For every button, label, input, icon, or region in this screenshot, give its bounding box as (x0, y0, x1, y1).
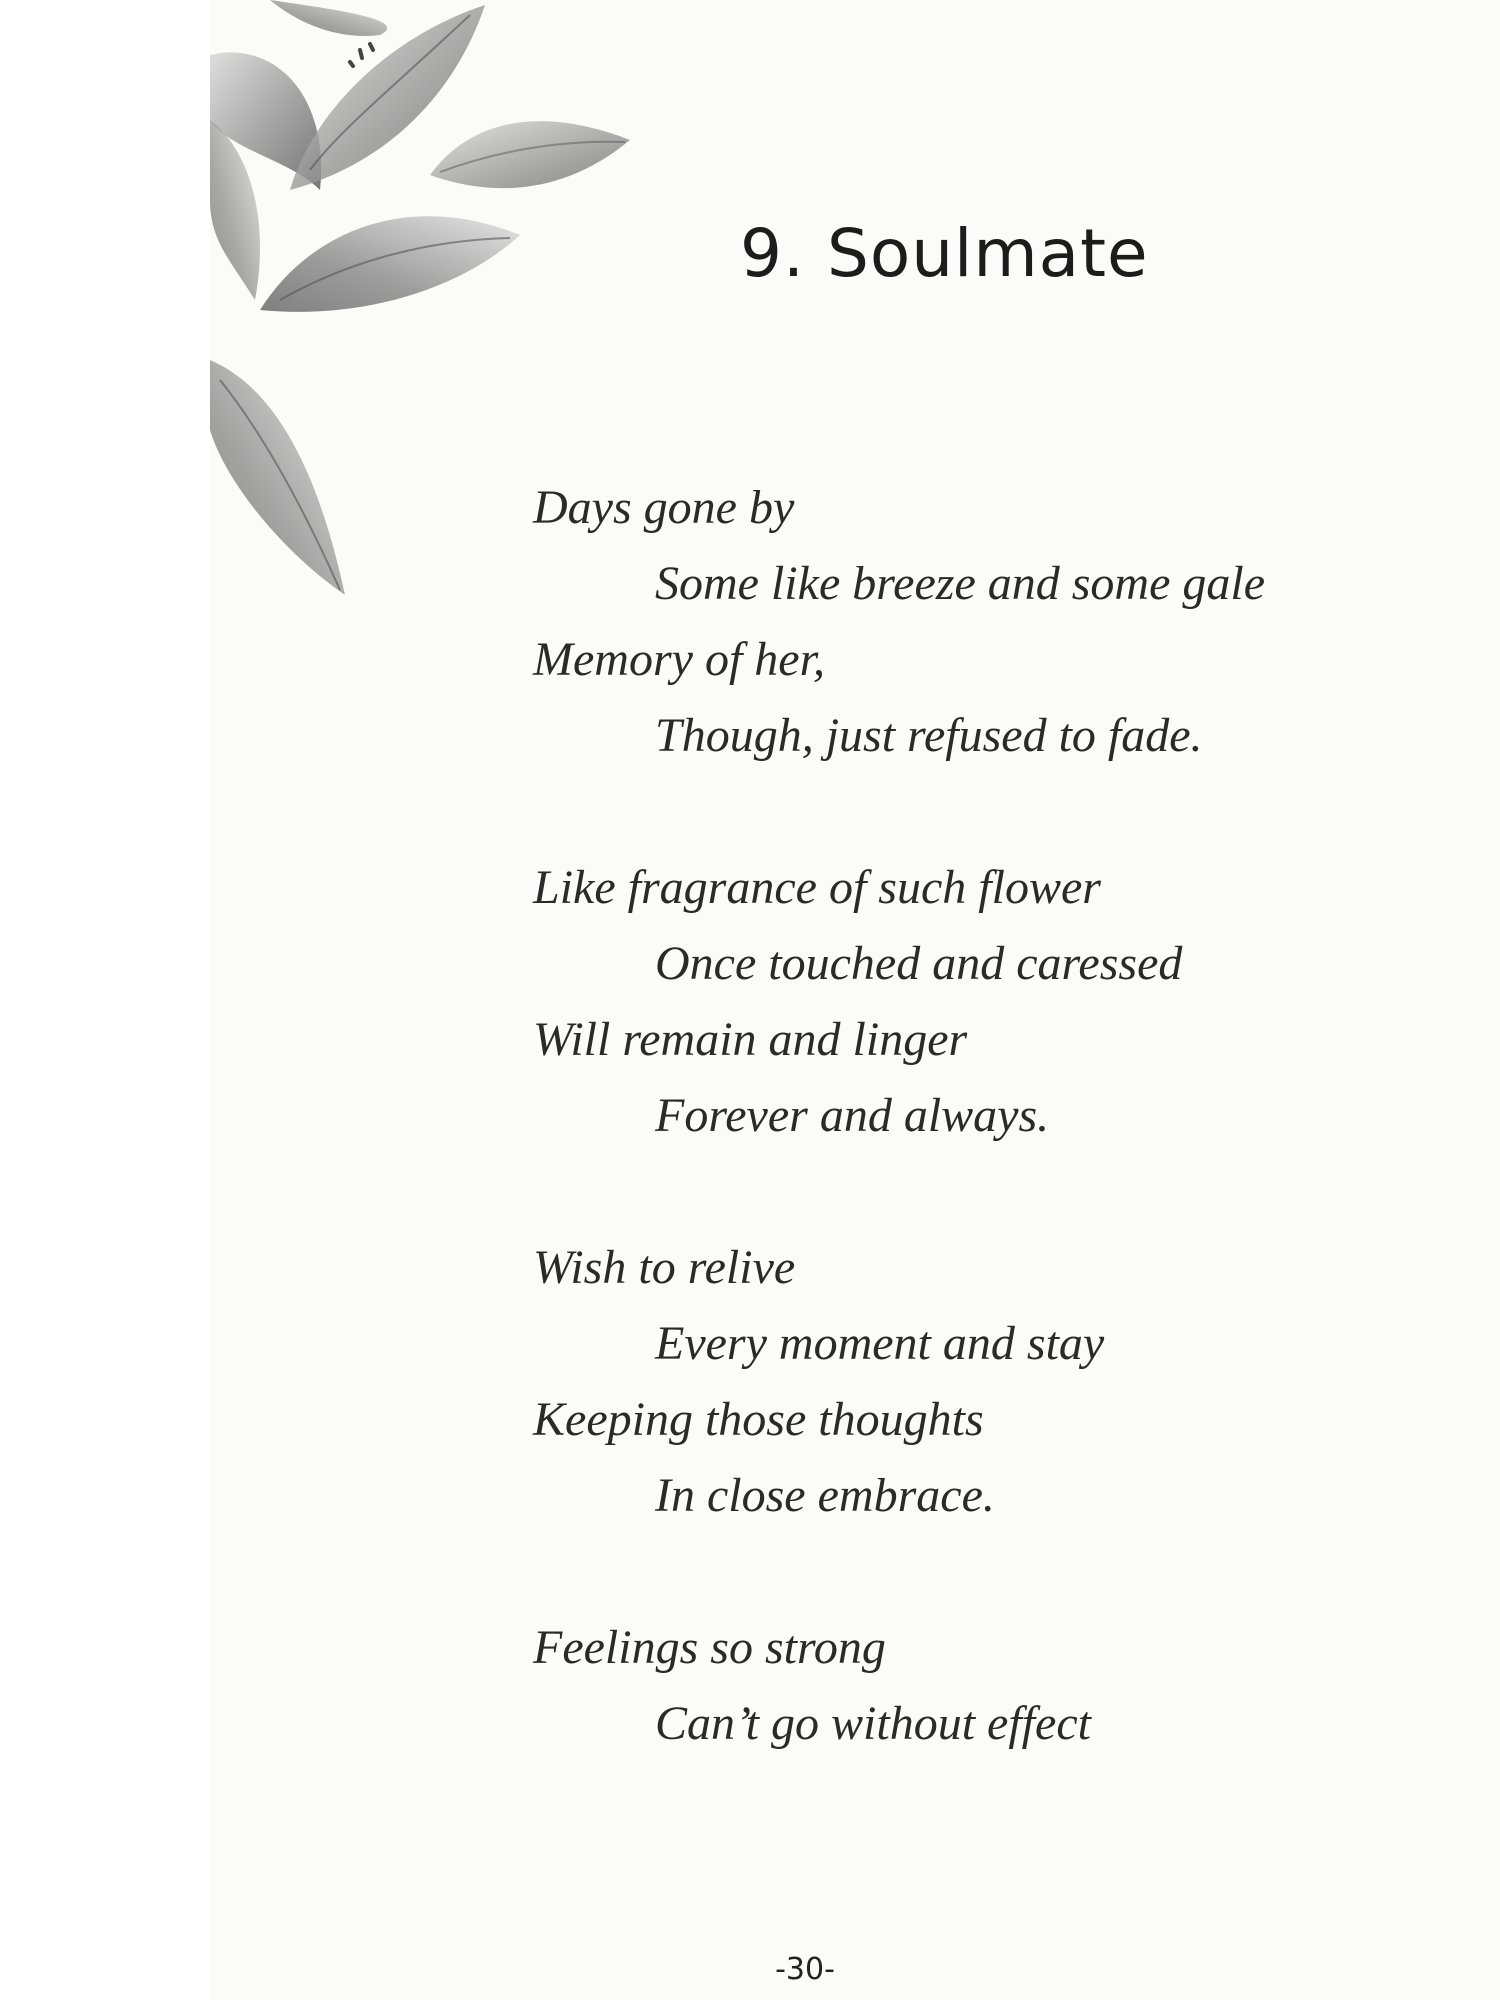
stanza (533, 1610, 1433, 1762)
poem-line: Every moment and stay (655, 1317, 1105, 1370)
page-number: -30- (775, 1952, 835, 1987)
poem-body (533, 470, 1433, 1838)
poem-line: Wish to relive (533, 1241, 796, 1294)
poem-line: Days gone by (533, 481, 795, 534)
poem-line: Though, just refused to fade. (655, 709, 1203, 762)
poem-title: 9. Soulmate (740, 215, 1149, 292)
poem-line: Memory of her, (533, 633, 825, 686)
poem-line: Once touched and caressed (655, 937, 1183, 990)
poem-line: Will remain and linger (533, 1013, 968, 1066)
stanza (533, 1230, 1433, 1534)
stanza (533, 470, 1433, 774)
poem-line: Can’t go without effect (655, 1697, 1091, 1750)
poem-line: Feelings so strong (533, 1621, 886, 1674)
poem-line: Some like breeze and some gale (655, 557, 1266, 610)
poem-line: Forever and always. (655, 1089, 1050, 1142)
poem-line: Keeping those thoughts (533, 1393, 984, 1446)
stanza (533, 850, 1433, 1154)
poem-line: Like fragrance of such flower (533, 861, 1101, 914)
poem-line: In close embrace. (655, 1469, 995, 1522)
